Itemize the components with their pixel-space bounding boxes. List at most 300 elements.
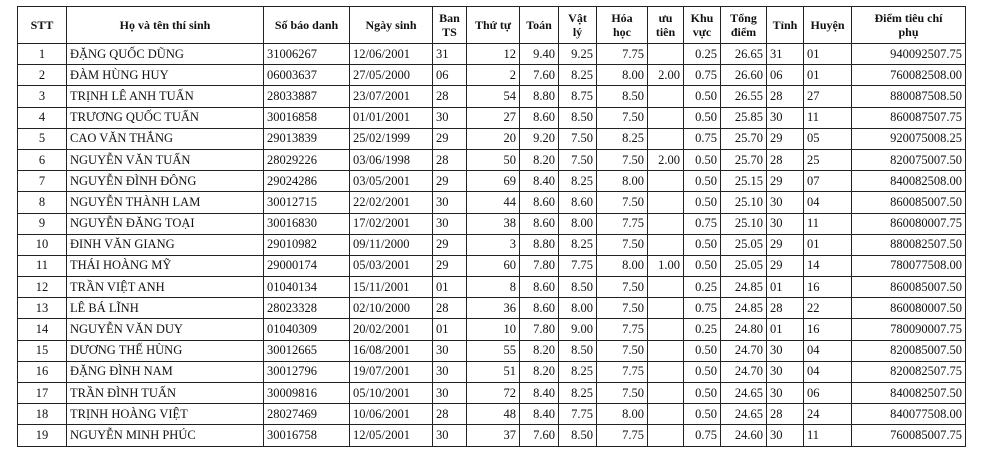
- table-row: [18, 107, 966, 128]
- cell-chemistry: 7.50: [597, 234, 648, 255]
- cell-order: 36: [467, 298, 520, 319]
- cell-total: 25.70: [721, 149, 767, 170]
- cell-province: 29: [767, 128, 804, 149]
- cell-priority: [648, 319, 684, 340]
- cell-district: 11: [804, 213, 852, 234]
- header-math: Toán: [520, 7, 559, 44]
- table-row: [18, 65, 966, 86]
- cell-stt: 10: [18, 234, 67, 255]
- cell-chemistry: 8.00: [597, 404, 648, 425]
- cell-physics: 8.60: [559, 192, 597, 213]
- cell-criteria: 820082507.75: [852, 361, 966, 382]
- cell-area: 0.50: [684, 340, 721, 361]
- cell-criteria: 760082508.00: [852, 65, 966, 86]
- cell-sbd: 30012715: [264, 192, 350, 213]
- cell-order: 2: [467, 65, 520, 86]
- cell-priority: [648, 383, 684, 404]
- cell-criteria: 920075008.25: [852, 128, 966, 149]
- cell-math: 7.60: [520, 65, 559, 86]
- table-row: [18, 425, 966, 446]
- cell-dob: 27/05/2000: [350, 65, 433, 86]
- cell-total: 25.70: [721, 128, 767, 149]
- cell-criteria: 860080007.75: [852, 213, 966, 234]
- cell-priority: [648, 404, 684, 425]
- cell-physics: 7.50: [559, 128, 597, 149]
- header-physics: Vật lý: [559, 7, 597, 44]
- cell-sbd: 30016758: [264, 425, 350, 446]
- cell-area: 0.50: [684, 192, 721, 213]
- cell-total: 25.10: [721, 192, 767, 213]
- cell-priority: [648, 44, 684, 65]
- cell-district: 07: [804, 171, 852, 192]
- cell-physics: 8.50: [559, 107, 597, 128]
- cell-area: 0.75: [684, 213, 721, 234]
- cell-total: 24.80: [721, 319, 767, 340]
- cell-physics: 8.75: [559, 86, 597, 107]
- cell-math: 8.60: [520, 277, 559, 298]
- cell-criteria: 780090007.75: [852, 319, 966, 340]
- cell-dob: 20/02/2001: [350, 319, 433, 340]
- cell-ban-ts: 29: [433, 255, 467, 276]
- cell-name: NGUYỄN VĂN TUẤN: [67, 149, 264, 170]
- cell-dob: 12/06/2001: [350, 44, 433, 65]
- cell-sbd: 30016830: [264, 213, 350, 234]
- cell-dob: 25/02/1999: [350, 128, 433, 149]
- cell-priority: [648, 213, 684, 234]
- cell-priority: [648, 107, 684, 128]
- cell-name: NGUYỄN ĐÌNH ĐÔNG: [67, 171, 264, 192]
- cell-math: 8.40: [520, 171, 559, 192]
- cell-dob: 05/03/2001: [350, 255, 433, 276]
- cell-district: 01: [804, 44, 852, 65]
- cell-dob: 02/10/2000: [350, 298, 433, 319]
- cell-dob: 03/06/1998: [350, 149, 433, 170]
- cell-stt: 4: [18, 107, 67, 128]
- cell-province: 06: [767, 65, 804, 86]
- cell-dob: 10/06/2001: [350, 404, 433, 425]
- cell-name: ĐẶNG ĐÌNH NAM: [67, 361, 264, 382]
- cell-name: CAO VĂN THẮNG: [67, 128, 264, 149]
- cell-sbd: 30012796: [264, 361, 350, 382]
- cell-stt: 6: [18, 149, 67, 170]
- cell-stt: 1: [18, 44, 67, 65]
- cell-name: ĐẶNG QUỐC DŨNG: [67, 44, 264, 65]
- cell-chemistry: 7.50: [597, 298, 648, 319]
- cell-criteria: 940092507.75: [852, 44, 966, 65]
- cell-math: 8.40: [520, 383, 559, 404]
- cell-district: 01: [804, 234, 852, 255]
- cell-name: TRỊNH HOÀNG VIỆT: [67, 404, 264, 425]
- cell-physics: 8.00: [559, 298, 597, 319]
- cell-ban-ts: 30: [433, 192, 467, 213]
- cell-district: 24: [804, 404, 852, 425]
- cell-dob: 01/01/2001: [350, 107, 433, 128]
- cell-priority: 1.00: [648, 255, 684, 276]
- cell-math: 8.60: [520, 107, 559, 128]
- cell-criteria: 820085007.50: [852, 340, 966, 361]
- cell-order: 3: [467, 234, 520, 255]
- cell-total: 25.10: [721, 213, 767, 234]
- cell-province: 30: [767, 192, 804, 213]
- cell-math: 8.20: [520, 340, 559, 361]
- cell-ban-ts: 30: [433, 361, 467, 382]
- cell-stt: 17: [18, 383, 67, 404]
- table-row: [18, 277, 966, 298]
- table-row: [18, 44, 966, 65]
- cell-area: 0.25: [684, 277, 721, 298]
- cell-name: NGUYỄN ĐĂNG TOẠI: [67, 213, 264, 234]
- cell-dob: 16/08/2001: [350, 340, 433, 361]
- cell-chemistry: 7.50: [597, 192, 648, 213]
- cell-total: 26.65: [721, 44, 767, 65]
- cell-criteria: 860085007.50: [852, 277, 966, 298]
- cell-ban-ts: 30: [433, 425, 467, 446]
- cell-math: 7.80: [520, 319, 559, 340]
- cell-ban-ts: 28: [433, 298, 467, 319]
- cell-total: 24.65: [721, 383, 767, 404]
- cell-ban-ts: 28: [433, 86, 467, 107]
- cell-physics: 8.25: [559, 65, 597, 86]
- results-table-container: [17, 6, 966, 447]
- cell-province: 29: [767, 255, 804, 276]
- cell-area: 0.50: [684, 383, 721, 404]
- cell-dob: 03/05/2001: [350, 171, 433, 192]
- cell-total: 25.15: [721, 171, 767, 192]
- cell-area: 0.75: [684, 128, 721, 149]
- cell-area: 0.25: [684, 44, 721, 65]
- cell-name: TRẦN ĐÌNH TUẤN: [67, 383, 264, 404]
- cell-province: 30: [767, 361, 804, 382]
- cell-ban-ts: 30: [433, 383, 467, 404]
- cell-district: 11: [804, 107, 852, 128]
- cell-sbd: 29000174: [264, 255, 350, 276]
- table-row: [18, 298, 966, 319]
- table-row: [18, 340, 966, 361]
- cell-order: 20: [467, 128, 520, 149]
- header-district: Huyện: [804, 7, 852, 44]
- cell-name: NGUYỄN MINH PHÚC: [67, 425, 264, 446]
- cell-criteria: 820075007.50: [852, 149, 966, 170]
- cell-priority: [648, 361, 684, 382]
- cell-ban-ts: 01: [433, 277, 467, 298]
- cell-chemistry: 8.25: [597, 128, 648, 149]
- cell-physics: 7.75: [559, 404, 597, 425]
- cell-dob: 15/11/2001: [350, 277, 433, 298]
- cell-order: 60: [467, 255, 520, 276]
- cell-name: TRỊNH LÊ ANH TUẤN: [67, 86, 264, 107]
- table-row: [18, 213, 966, 234]
- cell-stt: 3: [18, 86, 67, 107]
- table-body: [18, 44, 966, 447]
- cell-name: NGUYỄN VĂN DUY: [67, 319, 264, 340]
- cell-total: 26.60: [721, 65, 767, 86]
- cell-criteria: 780077508.00: [852, 255, 966, 276]
- header-chemistry: Hóa học: [597, 7, 648, 44]
- cell-area: 0.75: [684, 65, 721, 86]
- cell-province: 30: [767, 340, 804, 361]
- cell-total: 25.05: [721, 234, 767, 255]
- cell-order: 51: [467, 361, 520, 382]
- cell-province: 29: [767, 234, 804, 255]
- cell-ban-ts: 06: [433, 65, 467, 86]
- cell-priority: 2.00: [648, 65, 684, 86]
- cell-district: 16: [804, 319, 852, 340]
- cell-name: ĐÀM HÙNG HUY: [67, 65, 264, 86]
- cell-area: 0.50: [684, 234, 721, 255]
- cell-priority: [648, 234, 684, 255]
- header-ban-ts: Ban TS: [433, 7, 467, 44]
- cell-priority: [648, 425, 684, 446]
- header-dob: Ngày sinh: [350, 7, 433, 44]
- cell-name: TRẦN VIỆT ANH: [67, 277, 264, 298]
- cell-ban-ts: 29: [433, 171, 467, 192]
- cell-physics: 7.75: [559, 255, 597, 276]
- cell-physics: 8.00: [559, 213, 597, 234]
- cell-physics: 8.25: [559, 234, 597, 255]
- cell-order: 37: [467, 425, 520, 446]
- cell-total: 26.55: [721, 86, 767, 107]
- cell-chemistry: 7.75: [597, 213, 648, 234]
- cell-stt: 7: [18, 171, 67, 192]
- cell-order: 50: [467, 149, 520, 170]
- cell-dob: 19/07/2001: [350, 361, 433, 382]
- cell-area: 0.50: [684, 86, 721, 107]
- cell-area: 0.50: [684, 361, 721, 382]
- cell-name: TRƯƠNG QUỐC TUẤN: [67, 107, 264, 128]
- header-stt: STT: [18, 7, 67, 44]
- cell-province: 30: [767, 425, 804, 446]
- cell-province: 28: [767, 404, 804, 425]
- cell-stt: 19: [18, 425, 67, 446]
- cell-order: 8: [467, 277, 520, 298]
- cell-criteria: 760085007.75: [852, 425, 966, 446]
- cell-district: 25: [804, 149, 852, 170]
- cell-stt: 8: [18, 192, 67, 213]
- cell-criteria: 840082508.00: [852, 171, 966, 192]
- cell-priority: [648, 192, 684, 213]
- cell-total: 24.65: [721, 404, 767, 425]
- cell-area: 0.75: [684, 425, 721, 446]
- table-row: [18, 361, 966, 382]
- cell-ban-ts: 30: [433, 213, 467, 234]
- cell-chemistry: 7.50: [597, 340, 648, 361]
- cell-area: 0.50: [684, 255, 721, 276]
- cell-province: 28: [767, 298, 804, 319]
- cell-criteria: 880082507.50: [852, 234, 966, 255]
- cell-stt: 16: [18, 361, 67, 382]
- cell-sbd: 28023328: [264, 298, 350, 319]
- cell-district: 14: [804, 255, 852, 276]
- header-sbd: Số báo danh: [264, 7, 350, 44]
- cell-math: 8.20: [520, 149, 559, 170]
- cell-sbd: 01040309: [264, 319, 350, 340]
- cell-physics: 8.50: [559, 277, 597, 298]
- cell-chemistry: 7.50: [597, 277, 648, 298]
- cell-ban-ts: 29: [433, 128, 467, 149]
- cell-ban-ts: 30: [433, 107, 467, 128]
- table-row: [18, 149, 966, 170]
- cell-stt: 15: [18, 340, 67, 361]
- header-order: Thứ tự: [467, 7, 520, 44]
- cell-total: 24.70: [721, 340, 767, 361]
- cell-priority: [648, 340, 684, 361]
- cell-stt: 13: [18, 298, 67, 319]
- cell-math: 8.60: [520, 298, 559, 319]
- cell-priority: [648, 277, 684, 298]
- cell-math: 8.20: [520, 361, 559, 382]
- cell-district: 04: [804, 192, 852, 213]
- cell-dob: 12/05/2001: [350, 425, 433, 446]
- cell-area: 0.50: [684, 149, 721, 170]
- header-total: Tổng điểm: [721, 7, 767, 44]
- cell-chemistry: 7.75: [597, 319, 648, 340]
- cell-stt: 11: [18, 255, 67, 276]
- cell-chemistry: 7.75: [597, 425, 648, 446]
- table-row: [18, 171, 966, 192]
- cell-district: 04: [804, 361, 852, 382]
- cell-area: 0.25: [684, 319, 721, 340]
- cell-sbd: 29013839: [264, 128, 350, 149]
- cell-order: 44: [467, 192, 520, 213]
- cell-ban-ts: 29: [433, 234, 467, 255]
- header-row: [18, 7, 966, 44]
- cell-criteria: 840082507.50: [852, 383, 966, 404]
- cell-total: 24.60: [721, 425, 767, 446]
- cell-total: 24.85: [721, 298, 767, 319]
- cell-province: 30: [767, 213, 804, 234]
- cell-priority: [648, 298, 684, 319]
- cell-chemistry: 8.50: [597, 86, 648, 107]
- cell-province: 28: [767, 149, 804, 170]
- cell-district: 27: [804, 86, 852, 107]
- cell-name: THÁI HOÀNG MỸ: [67, 255, 264, 276]
- cell-physics: 9.25: [559, 44, 597, 65]
- cell-chemistry: 8.00: [597, 65, 648, 86]
- cell-chemistry: 8.00: [597, 255, 648, 276]
- cell-math: 8.60: [520, 213, 559, 234]
- cell-stt: 9: [18, 213, 67, 234]
- cell-physics: 9.00: [559, 319, 597, 340]
- cell-sbd: 06003637: [264, 65, 350, 86]
- cell-district: 16: [804, 277, 852, 298]
- results-table: [17, 6, 966, 447]
- cell-order: 12: [467, 44, 520, 65]
- cell-chemistry: 7.75: [597, 44, 648, 65]
- cell-province: 29: [767, 171, 804, 192]
- cell-sbd: 29024286: [264, 171, 350, 192]
- cell-sbd: 31006267: [264, 44, 350, 65]
- cell-province: 01: [767, 319, 804, 340]
- cell-criteria: 840077508.00: [852, 404, 966, 425]
- cell-criteria: 880087508.50: [852, 86, 966, 107]
- table-row: [18, 404, 966, 425]
- table-row: [18, 192, 966, 213]
- cell-order: 10: [467, 319, 520, 340]
- cell-order: 27: [467, 107, 520, 128]
- cell-chemistry: 7.75: [597, 361, 648, 382]
- cell-physics: 8.50: [559, 340, 597, 361]
- cell-math: 8.80: [520, 86, 559, 107]
- cell-stt: 5: [18, 128, 67, 149]
- cell-total: 24.70: [721, 361, 767, 382]
- header-priority: ưu tiên: [648, 7, 684, 44]
- cell-math: 8.60: [520, 192, 559, 213]
- cell-name: NGUYỄN THÀNH LAM: [67, 192, 264, 213]
- cell-ban-ts: 30: [433, 340, 467, 361]
- cell-stt: 12: [18, 277, 67, 298]
- table-row: [18, 255, 966, 276]
- header-criteria: Điểm tiêu chí phụ: [852, 7, 966, 44]
- cell-district: 06: [804, 383, 852, 404]
- cell-order: 54: [467, 86, 520, 107]
- cell-ban-ts: 28: [433, 149, 467, 170]
- cell-stt: 18: [18, 404, 67, 425]
- header-province: Tỉnh: [767, 7, 804, 44]
- cell-chemistry: 7.50: [597, 383, 648, 404]
- cell-sbd: 30009816: [264, 383, 350, 404]
- cell-chemistry: 7.50: [597, 149, 648, 170]
- table-row: [18, 383, 966, 404]
- cell-dob: 17/02/2001: [350, 213, 433, 234]
- cell-sbd: 01040134: [264, 277, 350, 298]
- cell-order: 48: [467, 404, 520, 425]
- cell-total: 25.85: [721, 107, 767, 128]
- cell-province: 01: [767, 277, 804, 298]
- cell-math: 9.20: [520, 128, 559, 149]
- cell-physics: 7.50: [559, 149, 597, 170]
- cell-area: 0.75: [684, 298, 721, 319]
- cell-sbd: 30016858: [264, 107, 350, 128]
- cell-physics: 8.50: [559, 425, 597, 446]
- table-row: [18, 86, 966, 107]
- cell-area: 0.50: [684, 404, 721, 425]
- cell-ban-ts: 28: [433, 404, 467, 425]
- cell-physics: 8.25: [559, 383, 597, 404]
- cell-dob: 22/02/2001: [350, 192, 433, 213]
- cell-district: 05: [804, 128, 852, 149]
- cell-chemistry: 7.50: [597, 107, 648, 128]
- table-row: [18, 234, 966, 255]
- cell-order: 55: [467, 340, 520, 361]
- cell-criteria: 860087507.75: [852, 107, 966, 128]
- cell-name: ĐINH VĂN GIANG: [67, 234, 264, 255]
- cell-math: 7.60: [520, 425, 559, 446]
- cell-physics: 8.25: [559, 361, 597, 382]
- cell-priority: 2.00: [648, 149, 684, 170]
- cell-math: 7.80: [520, 255, 559, 276]
- header-name: Họ và tên thí sinh: [67, 7, 264, 44]
- cell-dob: 05/10/2001: [350, 383, 433, 404]
- cell-priority: [648, 171, 684, 192]
- cell-math: 9.40: [520, 44, 559, 65]
- cell-stt: 14: [18, 319, 67, 340]
- cell-math: 8.80: [520, 234, 559, 255]
- header-area: Khu vực: [684, 7, 721, 44]
- cell-area: 0.50: [684, 107, 721, 128]
- cell-total: 25.05: [721, 255, 767, 276]
- cell-criteria: 860085007.50: [852, 192, 966, 213]
- cell-sbd: 29010982: [264, 234, 350, 255]
- cell-priority: [648, 86, 684, 107]
- cell-province: 30: [767, 107, 804, 128]
- cell-ban-ts: 01: [433, 319, 467, 340]
- cell-criteria: 860080007.50: [852, 298, 966, 319]
- cell-priority: [648, 128, 684, 149]
- cell-name: LÊ BÁ LĨNH: [67, 298, 264, 319]
- cell-dob: 09/11/2000: [350, 234, 433, 255]
- cell-district: 01: [804, 65, 852, 86]
- table-row: [18, 319, 966, 340]
